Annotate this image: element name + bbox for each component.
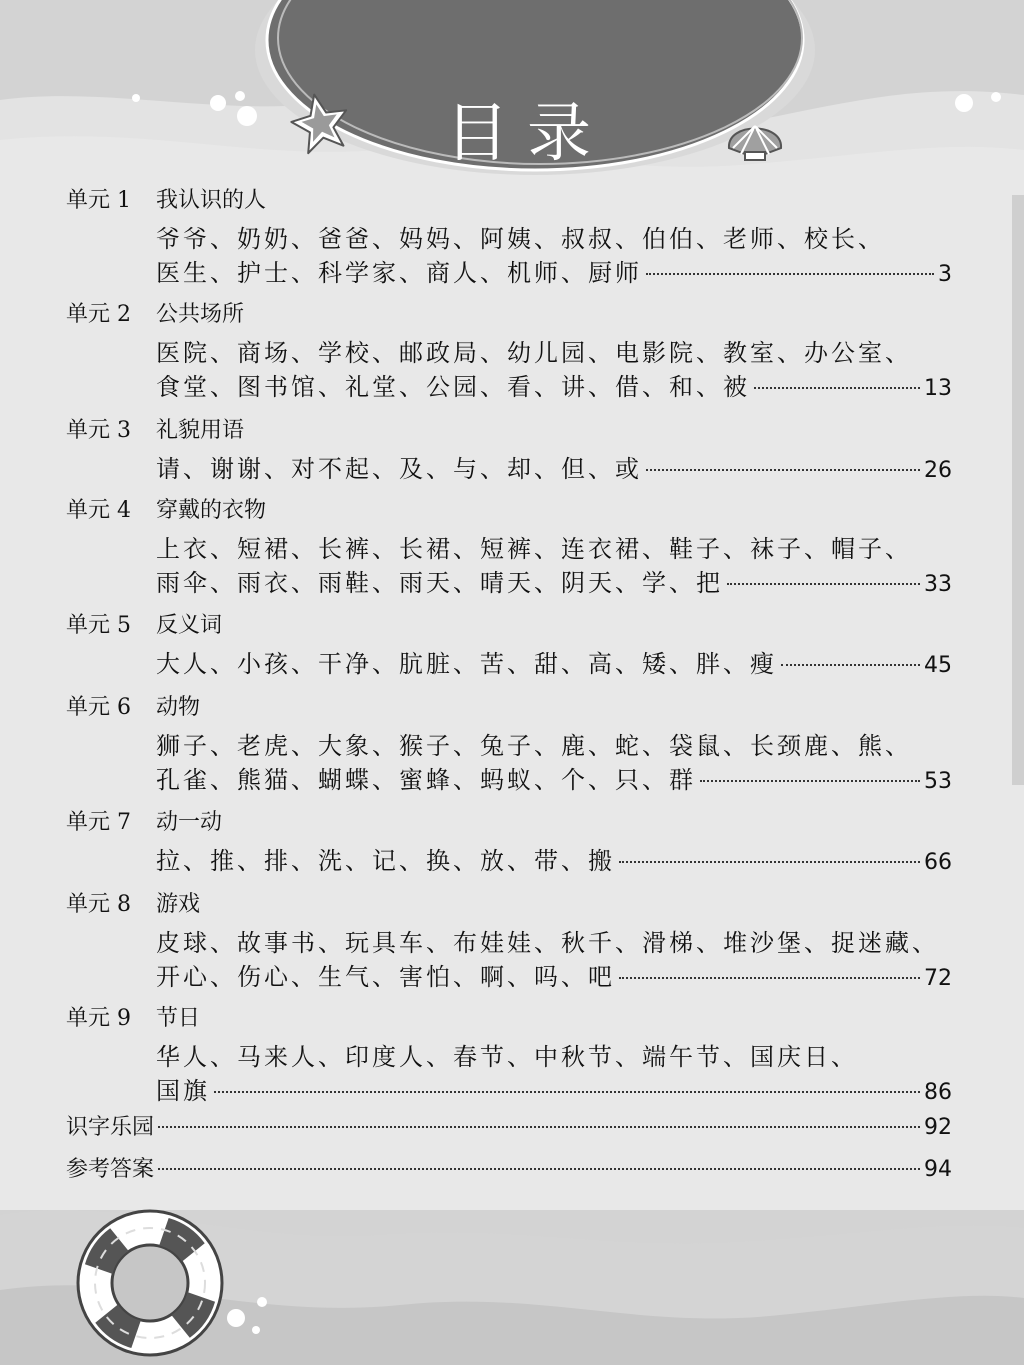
toc-unit — [66, 1004, 952, 1110]
toc-vocab-text: 请、谢谢、对不起、及、与、却、但、或 — [156, 455, 642, 483]
toc-page-number[interactable]: 33 — [924, 572, 952, 597]
toc-extra-entry[interactable] — [66, 1154, 952, 1186]
dot-leader — [214, 1091, 920, 1093]
toc-unit-label: 单元 6 — [66, 695, 131, 720]
toc-unit-heading — [66, 300, 952, 336]
toc-vocab-text: 孔雀、熊猫、蝴蝶、蜜蜂、蚂蚁、个、只、群 — [156, 766, 696, 794]
toc-unit-heading — [66, 1004, 952, 1040]
toc-unit — [66, 416, 952, 488]
toc-vocab-line — [156, 452, 952, 488]
toc-vocab-line — [156, 729, 952, 763]
toc-vocab-text: 上衣、短裙、长裤、长裙、短裤、连衣裙、鞋子、袜子、帽子、 — [156, 535, 912, 563]
dot-leader — [158, 1168, 920, 1170]
toc-unit-label: 单元 1 — [66, 188, 131, 213]
toc-vocab-line — [156, 1074, 952, 1110]
toc-unit-heading — [66, 186, 952, 222]
toc-unit-name: 公共场所 — [156, 302, 245, 327]
toc-unit-name: 动一动 — [156, 810, 223, 835]
toc-page-number[interactable]: 45 — [924, 653, 952, 678]
toc-extra-entry[interactable] — [66, 1112, 952, 1144]
toc-vocab-text: 医生、护士、科学家、商人、机师、厨师 — [156, 259, 642, 287]
toc-unit-name: 反义词 — [156, 613, 223, 638]
toc-unit-name: 礼貌用语 — [156, 418, 245, 443]
toc-unit-label: 单元 8 — [66, 892, 131, 917]
toc-unit — [66, 611, 952, 683]
toc-unit — [66, 496, 952, 602]
dot-leader — [754, 387, 920, 389]
toc-unit-name: 我认识的人 — [156, 188, 267, 213]
toc-vocab-line — [156, 647, 952, 683]
toc-vocab-line — [156, 763, 952, 799]
dot-leader — [700, 780, 920, 782]
toc-vocab-text: 皮球、故事书、玩具车、布娃娃、秋千、滑梯、堆沙堡、捉迷藏、 — [156, 929, 939, 957]
toc-page-number[interactable]: 53 — [924, 769, 952, 794]
toc-unit — [66, 693, 952, 799]
toc-vocab-line — [156, 960, 952, 996]
toc-vocab-line — [156, 532, 952, 566]
dot-leader — [646, 469, 920, 471]
toc-vocab-line — [156, 222, 952, 256]
toc-unit-heading — [66, 808, 952, 844]
toc-unit — [66, 186, 952, 292]
toc-unit-label: 单元 9 — [66, 1006, 131, 1031]
toc-page-number[interactable]: 94 — [924, 1157, 952, 1182]
toc-unit-heading — [66, 496, 952, 532]
toc-unit-name: 节日 — [156, 1006, 201, 1031]
toc-page-number[interactable]: 72 — [924, 966, 952, 991]
toc-vocab-text: 国旗 — [156, 1077, 210, 1105]
toc-unit-label: 单元 3 — [66, 418, 131, 443]
toc-vocab-line — [156, 370, 952, 406]
toc-vocab-text: 拉、推、排、洗、记、换、放、带、搬 — [156, 847, 615, 875]
toc-vocab-text: 食堂、图书馆、礼堂、公园、看、讲、借、和、被 — [156, 373, 750, 401]
toc-unit — [66, 300, 952, 406]
toc-vocab-text: 医院、商场、学校、邮政局、幼儿园、电影院、教室、办公室、 — [156, 339, 912, 367]
toc-unit-name: 游戏 — [156, 892, 201, 917]
toc-unit-label: 单元 2 — [66, 302, 131, 327]
toc-unit — [66, 808, 952, 880]
toc-unit-label: 单元 7 — [66, 810, 131, 835]
toc-vocab-text: 狮子、老虎、大象、猴子、兔子、鹿、蛇、袋鼠、长颈鹿、熊、 — [156, 732, 912, 760]
dot-leader — [727, 583, 920, 585]
toc-unit-heading — [66, 611, 952, 647]
toc-page-number[interactable]: 66 — [924, 850, 952, 875]
toc-vocab-line — [156, 566, 952, 602]
toc-vocab-text: 华人、马来人、印度人、春节、中秋节、端午节、国庆日、 — [156, 1043, 858, 1071]
toc-page-number[interactable]: 13 — [924, 376, 952, 401]
toc-vocab-text: 爷爷、奶奶、爸爸、妈妈、阿姨、叔叔、伯伯、老师、校长、 — [156, 225, 885, 253]
toc-page-number[interactable]: 92 — [924, 1115, 952, 1140]
toc-unit-label: 单元 4 — [66, 498, 131, 523]
toc-vocab-text: 大人、小孩、干净、肮脏、苦、甜、高、矮、胖、瘦 — [156, 650, 777, 678]
toc-vocab-line — [156, 1040, 952, 1074]
toc-vocab-line — [156, 926, 952, 960]
toc-vocab-line — [156, 844, 952, 880]
toc-unit-heading — [66, 890, 952, 926]
toc-vocab-text: 雨伞、雨衣、雨鞋、雨天、晴天、阴天、学、把 — [156, 569, 723, 597]
toc-unit-heading — [66, 416, 952, 452]
dot-leader — [646, 273, 934, 275]
toc-vocab-text: 开心、伤心、生气、害怕、啊、吗、吧 — [156, 963, 615, 991]
dot-leader — [619, 977, 920, 979]
toc-unit-label: 单元 5 — [66, 613, 131, 638]
toc-extra-name: 识字乐园 — [66, 1115, 155, 1140]
toc-unit-name: 穿戴的衣物 — [156, 498, 267, 523]
dot-leader — [781, 664, 920, 666]
toc-unit-heading — [66, 693, 952, 729]
toc-unit — [66, 890, 952, 996]
dot-leader — [619, 861, 920, 863]
toc-page-number[interactable]: 86 — [924, 1080, 952, 1105]
toc-vocab-line — [156, 336, 952, 370]
toc-page-number[interactable]: 26 — [924, 458, 952, 483]
page-title: 目录 — [445, 97, 609, 171]
toc-extra-name: 参考答案 — [66, 1157, 155, 1182]
toc-unit-name: 动物 — [156, 695, 201, 720]
toc-vocab-line — [156, 256, 952, 292]
toc-page-number[interactable]: 3 — [938, 262, 952, 287]
dot-leader — [158, 1126, 920, 1128]
